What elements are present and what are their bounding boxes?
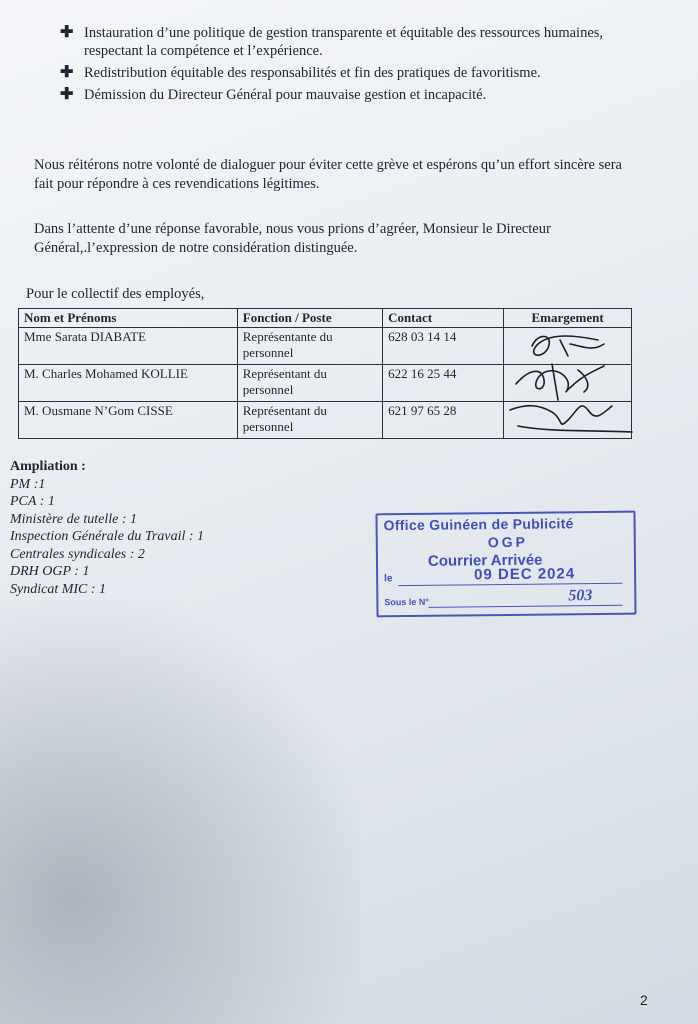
cell-role: Représentant du personnel: [237, 402, 382, 439]
cell-role: Représentant du personnel: [237, 365, 382, 402]
stamp-number-label: Sous le N°: [384, 596, 430, 608]
ampliation-item: PM :1: [10, 476, 46, 492]
ampliation-item: Centrales syndicales : 2: [10, 546, 145, 562]
ampliation-item: Syndicat MIC : 1: [10, 581, 107, 597]
stamp-acronym: OGP: [487, 533, 528, 551]
cell-contact: 621 97 65 28: [383, 402, 504, 439]
handwritten-signatures: [508, 326, 636, 440]
cell-name: M. Ousmane N’Gom CISSE: [19, 402, 238, 439]
ampliation-item: Ministère de tutelle : 1: [10, 511, 137, 527]
reception-stamp: [375, 511, 636, 618]
stamp-mail-label: Courrier Arrivée: [427, 551, 543, 570]
cross-bullet-icon: ✚: [60, 86, 74, 103]
ampliation-title: Ampliation :: [10, 459, 86, 474]
dialogue-paragraph: Nous réitérons notre volonté de dialoguer pour éviter cette grève et espérons qu’un effort sincère sera fait pour répondre à ces revendications légitimes.: [34, 157, 622, 192]
header-contact: Contact: [383, 309, 504, 328]
cell-contact: 628 03 14 14: [383, 328, 504, 365]
demand-item: [58, 24, 638, 60]
header-name: Nom et Prénoms: [19, 309, 238, 328]
ampliation-item: PCA : 1: [10, 494, 55, 509]
collectif-label: Pour le collectif des employés,: [26, 286, 205, 302]
demand-text: Redistribution équitable des responsabilités et fin des pratiques de favoritisme.: [84, 65, 541, 81]
stamp-divider: [398, 583, 622, 586]
cell-name: M. Charles Mohamed KOLLIE: [19, 365, 238, 402]
signature-stroke: [510, 406, 632, 432]
cell-contact: 622 16 25 44: [383, 365, 504, 402]
ampliation-item: DRH OGP : 1: [10, 564, 90, 579]
demand-item: [58, 86, 638, 104]
header-role: Fonction / Poste: [237, 309, 382, 328]
signature-stroke: [532, 336, 604, 356]
cell-name: Mme Sarata DIABATE: [19, 328, 238, 365]
stamp-date: 09 DEC 2024: [474, 565, 576, 584]
stamp-number: 503: [568, 587, 593, 605]
photo-shadow: [0, 600, 360, 1024]
demand-text: Instauration d’une politique de gestion transparente et équitable des ressources humaines, respectant la compétence et l’expérience.: [84, 25, 604, 59]
table-header-row: [19, 309, 632, 328]
page-number: 2: [640, 992, 648, 1008]
cross-bullet-icon: ✚: [60, 24, 74, 41]
stamp-divider: [428, 605, 622, 608]
stamp-le-label: le: [384, 573, 393, 585]
header-signature: Emargement: [504, 309, 632, 328]
ampliation-block: [10, 458, 204, 598]
demand-text: Démission du Directeur Général pour mauvaise gestion et incapacité.: [84, 87, 487, 103]
cross-bullet-icon: ✚: [60, 64, 74, 81]
demand-item: [58, 64, 638, 82]
cell-role: Représentante du personnel: [237, 328, 382, 365]
closing-paragraph: Dans l’attente d’une réponse favorable, nous vous prions d’agréer, Monsieur le Directeur Général,.l’expression de notre considération distinguée.: [34, 221, 551, 256]
ampliation-item: Inspection Générale du Travail : 1: [10, 529, 205, 544]
demands-list: [58, 24, 638, 108]
stamp-org-name: Office Guinéen de Publicité: [383, 515, 574, 534]
signature-stroke: [516, 364, 604, 400]
